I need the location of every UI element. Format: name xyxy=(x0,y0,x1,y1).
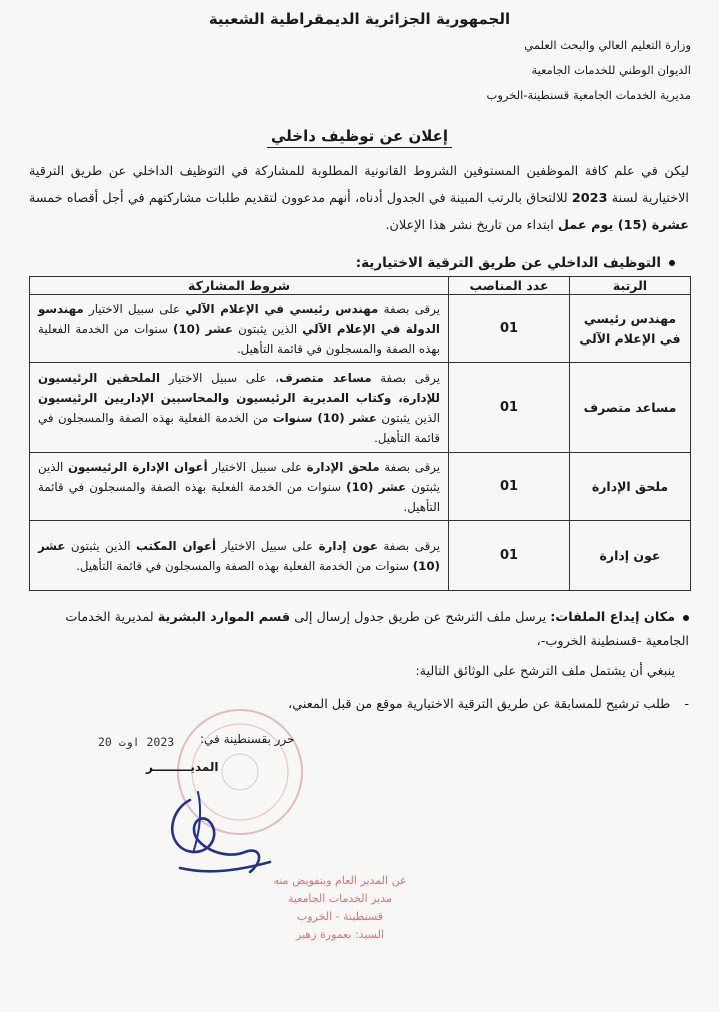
stamp-line: قسنطينة - الخروب xyxy=(296,910,384,923)
grades-table xyxy=(29,276,691,591)
table-row xyxy=(30,363,691,453)
file-note: ينبغي أن يشتمل ملف الترشح على الوثائق التالية: xyxy=(415,664,675,679)
count-cell: 01 xyxy=(449,363,570,453)
table-header-row xyxy=(30,277,691,295)
signature-place: حرر بقسنطينة في: xyxy=(200,732,295,746)
documents-list xyxy=(29,693,689,717)
count-cell: 01 xyxy=(449,521,570,591)
table-row xyxy=(30,453,691,521)
republic-header: الجمهورية الجزائرية الديمقراطية الشعبية xyxy=(208,10,511,28)
rank-cell: عون إدارة xyxy=(570,521,691,591)
announcement-title: إعلان عن توظيف داخلي xyxy=(0,127,719,145)
header-conditions: شروط المشاركة xyxy=(30,277,449,295)
rank-cell: مساعد متصرف xyxy=(570,363,691,453)
rank-cell: ملحق الإدارة xyxy=(570,453,691,521)
count-cell: 01 xyxy=(449,453,570,521)
table-row xyxy=(30,295,691,363)
director-label: المديـــــــــر xyxy=(146,760,219,774)
stamp-line: مدير الخدمات الجامعية xyxy=(288,892,392,905)
section-heading: التوظيف الداخلي عن طريق الترقية الاختيارية: xyxy=(356,255,675,271)
signature-icon xyxy=(150,780,290,880)
directorate-line: مديرية الخدمات الجامعية قسنطينة-الخروب xyxy=(486,88,691,102)
conditions-cell: يرقى بصفة مساعد متصرف، على سبيل الاختيار الملحقين الرئيسيون للإدارة، وكتاب المديرية الرئيسيون والمحاسبين الإداريين الرئيسيون الذين يثبتون عشر (10) سنوات من الخدمة الفعلية بهذه الصفة والمسجلون في قائمة التأهيل. xyxy=(30,363,449,453)
date-stamp: 2023 اوت 20 xyxy=(98,735,175,749)
rank-cell: مهندس رئيسي في الإعلام الآلي xyxy=(570,295,691,363)
count-cell: 01 xyxy=(449,295,570,363)
header-rank: الرتبة xyxy=(570,277,691,295)
bullet-icon xyxy=(669,260,675,266)
conditions-cell: يرقى بصفة مهندس رئيسي في الإعلام الآلي على سبيل الاختيار مهندسو الدولة في الإعلام الآلي الذين يثبتون عشر (10) سنوات من الخدمة الفعلية بهذه الصفة والمسجلون في قائمة التأهيل. xyxy=(30,295,449,363)
conditions-cell: يرقى بصفة ملحق الإدارة على سبيل الاختيار أعوان الإدارة الرئيسيون الذين يثبتون عشر (10) سنوات من الخدمة الفعلية بهذه الصفة والمسجلون في قائمة التأهيل. xyxy=(30,453,449,521)
conditions-cell: يرقى بصفة عون إدارة على سبيل الاختيار أعوان المكتب الذين يثبتون عشر (10) سنوات من الخدمة الفعلية بهذه الصفة والمسجلون في قائمة التأهيل. xyxy=(30,521,449,591)
stamp-line: عن المدير العام وبتفويض منه xyxy=(273,874,407,887)
official-stamp xyxy=(240,872,440,944)
stamp-line: السيد: بعمورة زهير xyxy=(296,928,384,941)
deposit-paragraph: مكان إيداع الملفات: يرسل ملف الترشح عن طريق جدول إرسال إلى قسم الموارد البشرية لمديرية الخدمات الجامعية -قسنطينة الخروب-، xyxy=(65,610,689,649)
table-row xyxy=(30,521,691,591)
bullet-icon xyxy=(683,615,689,621)
header-count: عدد المناصب xyxy=(449,277,570,295)
ministry-line: وزارة التعليم العالي والبحث العلمي xyxy=(524,38,691,52)
intro-paragraph: ليكن في علم كافة الموظفين المستوفين الشروط القانونية المطلوبة للمشاركة في التوظيف الداخلي عن طريق الترقية الاختيارية لسنة 2023 للالتحاق بالرتب المبينة في الجدول أدناه، أنهم مدعوون لتقديم طلبات مشاركتهم في أجل أقصاه خمسة عشرة (15) يوم عمل ابتداء من تاريخ نشر هذا الإعلان. xyxy=(29,164,689,233)
list-item: -طلب ترشيح للمسابقة عن طريق الترقية الاختيارية موقع من قبل المعني، xyxy=(288,697,689,712)
office-line: الديوان الوطني للخدمات الجامعية xyxy=(531,63,691,77)
